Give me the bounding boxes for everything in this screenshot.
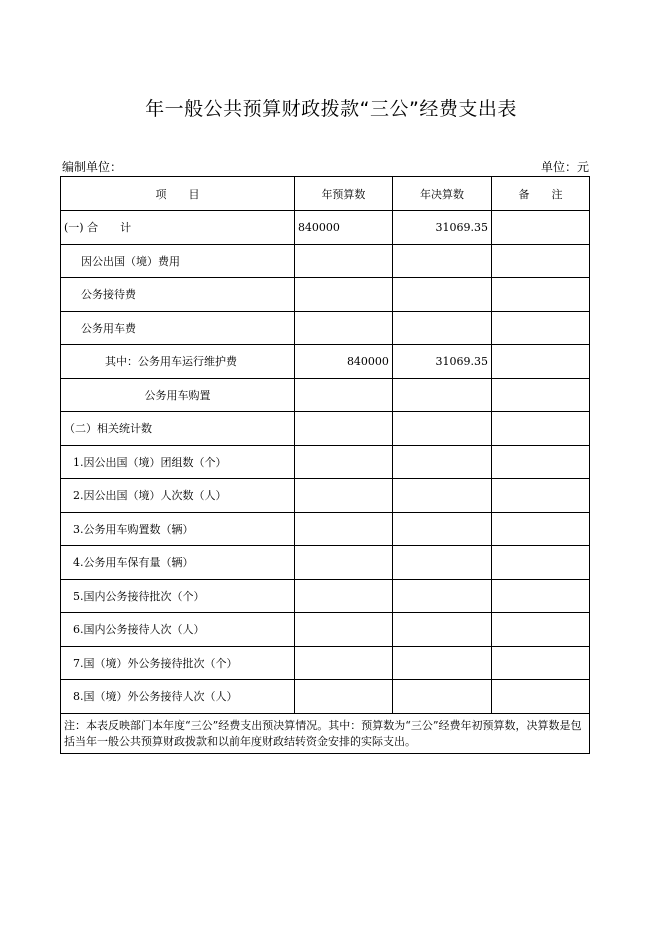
- row-budget: [294, 512, 392, 546]
- row-note: [491, 613, 589, 647]
- row-budget: [294, 412, 392, 446]
- row-label: 6.国内公务接待人次（人）: [61, 613, 295, 647]
- table-row: [61, 579, 590, 613]
- table-row: [61, 278, 590, 312]
- table-footnote: 注：本表反映部门本年度“三公”经费支出预决算情况。其中：预算数为“三公”经费年初预算数，决算数是包括当年一般公共预算财政拨款和以前年度财政结转资金安排的实际支出。: [61, 713, 590, 753]
- row-label: 公务接待费: [61, 278, 295, 312]
- row-budget: 840000: [294, 211, 392, 245]
- row-label: 公务用车费: [61, 311, 295, 345]
- row-final: [392, 512, 491, 546]
- row-note: [491, 345, 589, 379]
- row-note: [491, 311, 589, 345]
- row-label: 1.因公出国（境）团组数（个）: [61, 445, 295, 479]
- row-budget: [294, 445, 392, 479]
- row-budget: [294, 378, 392, 412]
- row-final: [392, 680, 491, 714]
- row-note: [491, 378, 589, 412]
- row-budget: 840000: [294, 345, 392, 379]
- row-note: [491, 278, 589, 312]
- table-row: [61, 512, 590, 546]
- row-budget: [294, 680, 392, 714]
- row-final: [392, 244, 491, 278]
- row-final: [392, 278, 491, 312]
- row-label: 8.国（境）外公务接待人次（人）: [61, 680, 295, 714]
- table-row: [61, 211, 590, 245]
- footnote-row: [61, 713, 590, 753]
- row-note: [491, 445, 589, 479]
- row-final: [392, 445, 491, 479]
- table-row: [61, 680, 590, 714]
- currency-unit-label: 单位：元: [540, 160, 589, 174]
- table-row: [61, 244, 590, 278]
- row-note: [491, 579, 589, 613]
- table-header-row: [61, 177, 590, 211]
- header-budget: 年预算数: [294, 177, 392, 211]
- row-final: [392, 311, 491, 345]
- row-final: 31069.35: [392, 345, 491, 379]
- row-final: [392, 646, 491, 680]
- row-note: [491, 244, 589, 278]
- row-budget: [294, 646, 392, 680]
- row-final: [392, 546, 491, 580]
- row-budget: [294, 579, 392, 613]
- row-label: 4.公务用车保有量（辆）: [61, 546, 295, 580]
- row-label: 2.因公出国（境）人次数（人）: [61, 479, 295, 513]
- table-row: [61, 546, 590, 580]
- header-item: 项 目: [61, 177, 295, 211]
- table-row: [61, 445, 590, 479]
- row-note: [491, 512, 589, 546]
- row-budget: [294, 311, 392, 345]
- row-label: 3.公务用车购置数（辆）: [61, 512, 295, 546]
- row-note: [491, 412, 589, 446]
- row-budget: [294, 613, 392, 647]
- row-note: [491, 546, 589, 580]
- row-final: [392, 479, 491, 513]
- row-note: [491, 479, 589, 513]
- row-final: [392, 579, 491, 613]
- row-budget: [294, 546, 392, 580]
- row-budget: [294, 278, 392, 312]
- header-note: 备 注: [491, 177, 589, 211]
- table-row: [61, 646, 590, 680]
- expenditure-table: [60, 176, 590, 754]
- header-final: 年决算数: [392, 177, 491, 211]
- row-label: （二）相关统计数: [61, 412, 295, 446]
- row-label: 因公出国（境）费用: [61, 244, 295, 278]
- row-label: 其中：公务用车运行维护费: [61, 345, 295, 379]
- row-final: 31069.35: [392, 211, 491, 245]
- row-note: [491, 680, 589, 714]
- table-row: [61, 613, 590, 647]
- row-note: [491, 211, 589, 245]
- row-note: [491, 646, 589, 680]
- row-budget: [294, 244, 392, 278]
- row-budget: [294, 479, 392, 513]
- page-title: 年一般公共预算财政拨款“三公”经费支出表: [145, 98, 517, 120]
- row-final: [392, 378, 491, 412]
- row-label: 7.国（境）外公务接待批次（个）: [61, 646, 295, 680]
- row-label: (一) 合 计: [61, 211, 295, 245]
- table-row: [61, 378, 590, 412]
- compiling-unit-label: 编制单位：: [62, 160, 123, 174]
- row-label: 5.国内公务接待批次（个）: [61, 579, 295, 613]
- row-final: [392, 412, 491, 446]
- table-row: [61, 311, 590, 345]
- row-final: [392, 613, 491, 647]
- table-row: [61, 479, 590, 513]
- table-row: [61, 345, 590, 379]
- table-row: [61, 412, 590, 446]
- row-label: 公务用车购置: [61, 378, 295, 412]
